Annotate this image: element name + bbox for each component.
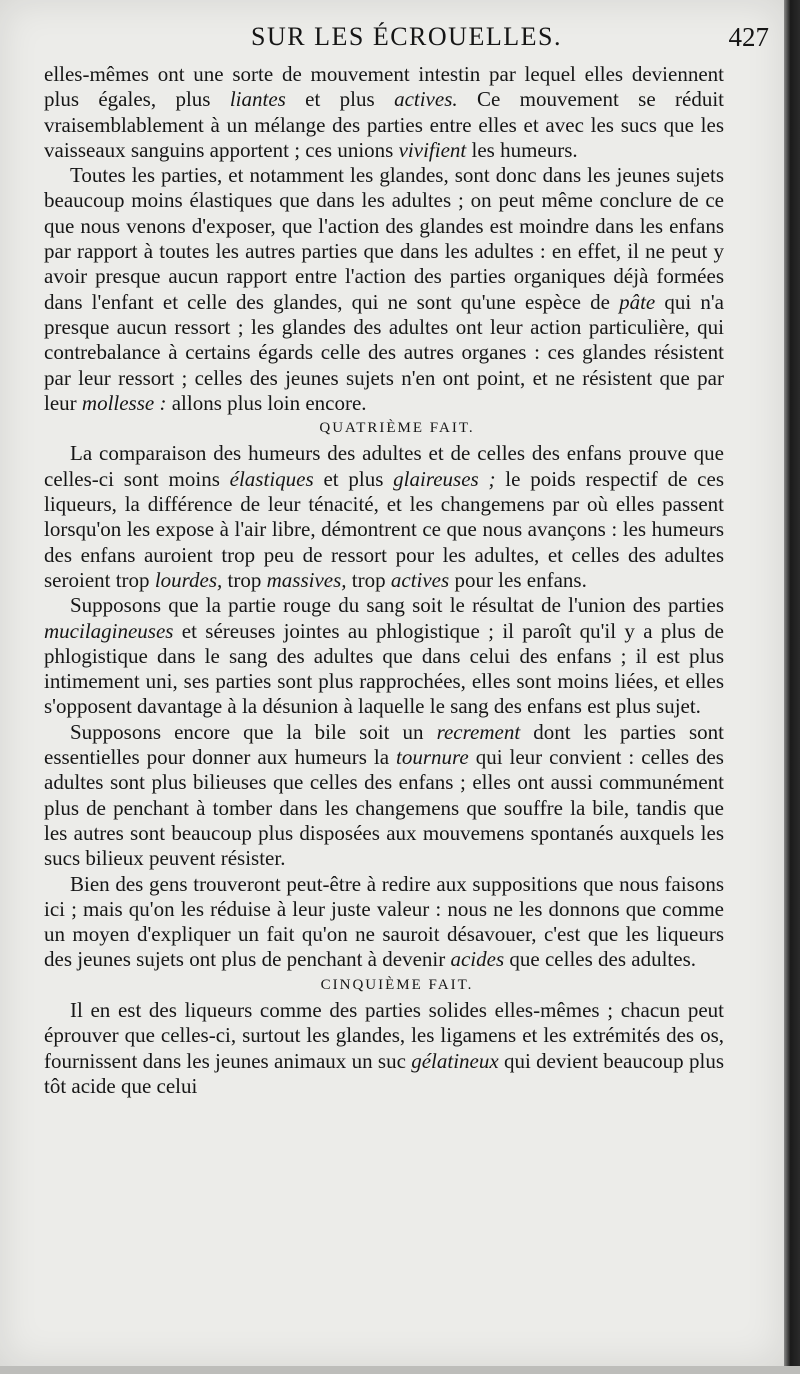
running-head: SUR LES ÉCROUELLES. bbox=[251, 22, 562, 51]
page-header bbox=[44, 22, 769, 56]
paragraph-sang: Supposons que la partie rouge du sang soit le résultat de l'union des parties mucilagineuses et séreuses jointes au phlogistique ; il paroît qu'il y a plus de phlogistique dans le sang des adultes que dans celui des enfans ; il est plus intimement uni, ses parties sont plus rapprochées, elles sont moins liées, et elles s'opposent davantage à la désunion à laquelle le sang des enfans est plus sujet. bbox=[44, 593, 724, 719]
page-bottom-edge bbox=[0, 1366, 800, 1374]
page-number: 427 bbox=[728, 22, 769, 52]
paragraph-bile: Supposons encore que la bile soit un recrement dont les parties sont essentielles pour donner aux humeurs la tournure qui leur convient : celles des adultes sont plus bilieuses que celles des enfans ; elles ont aussi communément plus de penchant à tomber dans les changemens que souffre la bile, tandis que les autres sont beaucoup plus disposées aux mouvemens spontanés auxquels les sucs bilieux peuvent résister. bbox=[44, 719, 724, 871]
body-text bbox=[44, 62, 724, 1099]
paragraph-suppositions: Bien des gens trouveront peut-être à redire aux suppositions que nous faisons ici ; mais qu'on les réduise à leur juste valeur : nous ne les donnons que comme un moyen d'expliquer un fait qu'on ne sauroit désavouer, c'est que les liqueurs des jeunes sujets ont plus de penchant à devenir acides que celles des adultes. bbox=[44, 871, 724, 972]
page-edge-shadow bbox=[784, 0, 800, 1374]
paragraph-humeurs: La comparaison des humeurs des adultes et de celles des enfans prouve que celles-ci sont moins élastiques et plus glaireuses ; le poids respectif de ces liqueurs, la différence de leur ténacité, et les changemens par où elles passent lorsqu'on les expose à l'air libre, démontrent ce que nous avançons : les humeurs des enfans auroient trop peu de ressort pour les adultes, et celles des adultes seroient trop lourdes, trop massives, trop actives pour les enfans. bbox=[44, 441, 724, 592]
section-heading-quatrieme: QUATRIÈME FAIT. bbox=[319, 420, 475, 437]
section-heading-cinquieme: CINQUIÈME FAIT. bbox=[320, 976, 474, 993]
paragraph-continuation: elles-mêmes ont une sorte de mouvement intestin par lequel elles deviennent plus égales, plus liantes et plus actives. Ce mouvement se réduit vraisemblablement à un mélange des parties entre elles et avec les sucs que les vaisseaux sanguins apportent ; ces unions vivifient les humeurs. bbox=[44, 62, 725, 162]
paragraph-liqueurs: Il en est des liqueurs comme des parties solides elles-mêmes ; chacun peut éprouver que celles-ci, surtout les glandes, les ligamens et les extrémités des os, fournissent dans les jeunes animaux un suc gélatineux qui devient beaucoup plus tôt acide que celui bbox=[44, 997, 724, 1098]
paragraph-glandes: Toutes les parties, et notamment les glandes, sont donc dans les jeunes sujets beaucoup moins élastiques que dans les adultes ; on peut même conclure de ce que nous venons d'exposer, que l'action des glandes est moindre dans les enfans par rapport à toutes les autres parties que dans les adultes : en effet, il ne peut y avoir presque aucun rapport entre l'action des parties organiques déjà formées dans l'enfant et celle des glandes, qui ne sont qu'une espèce de pâte qui n'a presque aucun ressort ; les glandes des adultes ont leur action particulière, qui contrebalance à certains égards celle des autres organes : ces glandes résistent par leur ressort ; celles des jeunes sujets n'en ont point, et ne résistent que par leur mollesse : allons plus loin encore. bbox=[44, 163, 724, 415]
